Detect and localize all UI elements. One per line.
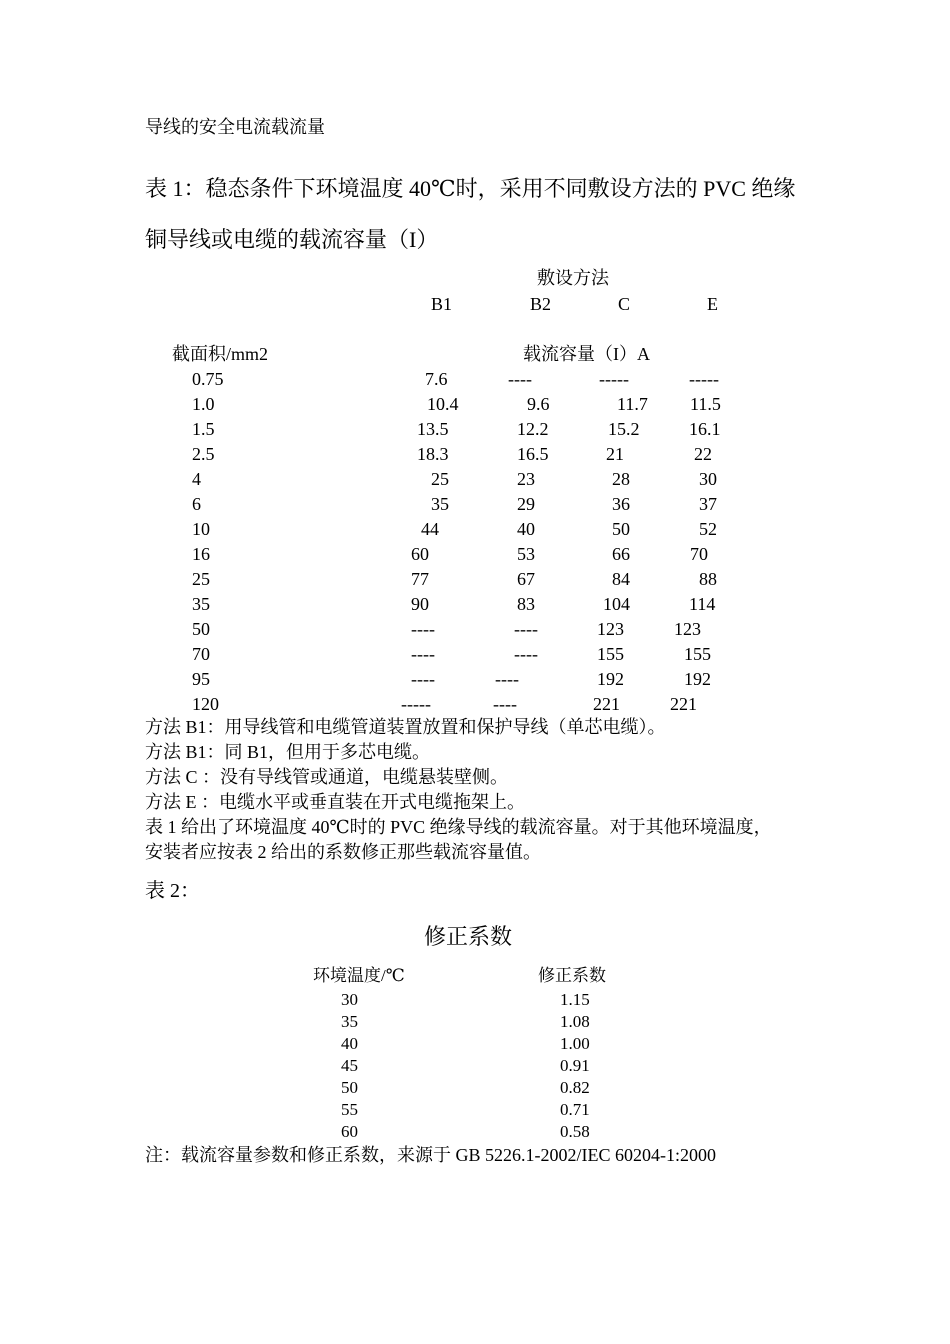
table-cell-c: 21 (606, 444, 624, 464)
table-cell-c: 123 (597, 619, 624, 639)
table-cell-e: ----- (689, 369, 719, 389)
capacity-header: 载流容量（I）A (523, 344, 650, 364)
table2-title: 修正系数 (424, 924, 513, 949)
method-col-b1: B1 (431, 294, 453, 314)
table2-cell-temp: 30 (341, 990, 358, 1009)
table-cell-c: 36 (612, 494, 630, 514)
table-cell-b1: 18.3 (417, 444, 449, 464)
table2-cell-factor: 0.71 (560, 1100, 590, 1119)
note-line: 方法 C ：没有导线管或通道，电缆悬装壁侧。 (145, 767, 509, 787)
table2-cell-factor: 0.82 (560, 1078, 590, 1097)
table-cell-area: 120 (192, 694, 219, 714)
table-cell-area: 4 (192, 469, 201, 489)
table-cell-e: 70 (690, 544, 708, 564)
table-cell-b1: 13.5 (417, 419, 449, 439)
method-col-c: C (618, 294, 631, 314)
note-line: 方法 E ：电缆水平或垂直装在开式电缆拖架上。 (145, 792, 525, 812)
table-cell-e: 114 (689, 594, 716, 614)
table-cell-b1: 7.6 (425, 369, 448, 389)
table-cell-area: 1.5 (192, 419, 215, 439)
table2-cell-temp: 50 (341, 1078, 358, 1097)
table-cell-b2: 83 (517, 594, 535, 614)
document-title: 导线的安全电流载流量 (145, 117, 325, 137)
table-cell-b2: 16.5 (517, 444, 549, 464)
table-cell-b2: ---- (514, 619, 538, 639)
table-cell-area: 6 (192, 494, 201, 514)
note-line: 方法 B1：同 B1，但用于多芯电缆。 (145, 742, 431, 762)
table-cell-e: 88 (699, 569, 717, 589)
table-cell-b2: ---- (508, 369, 532, 389)
table-cell-area: 16 (192, 544, 210, 564)
table-cell-b1: ---- (411, 644, 435, 664)
table-cell-b1: ----- (401, 694, 431, 714)
table-cell-b2: 12.2 (517, 419, 549, 439)
table2-cell-temp: 55 (341, 1100, 358, 1119)
table-cell-c: 11.7 (617, 394, 648, 414)
table-cell-area: 2.5 (192, 444, 215, 464)
table-cell-c: 66 (612, 544, 630, 564)
table-cell-c: 84 (612, 569, 630, 589)
table2-header-factor: 修正系数 (538, 966, 606, 985)
table-cell-b2: ---- (493, 694, 517, 714)
table2-cell-factor: 0.91 (560, 1056, 590, 1075)
table-cell-b2: 40 (517, 519, 535, 539)
table-cell-b2: 23 (517, 469, 535, 489)
table1-caption-line2: 铜导线或电缆的载流容量（I） (145, 227, 439, 252)
table-cell-c: 28 (612, 469, 630, 489)
table-cell-e: 123 (674, 619, 701, 639)
table-cell-b1: 35 (431, 494, 449, 514)
note-line: 方法 B1：用导线管和电缆管道装置放置和保护导线（单芯电缆）。 (145, 717, 666, 737)
table-cell-b1: 77 (411, 569, 429, 589)
table2-cell-temp: 40 (341, 1034, 358, 1053)
table-cell-e: 22 (694, 444, 712, 464)
table-cell-c: 15.2 (608, 419, 640, 439)
table-cell-e: 221 (670, 694, 697, 714)
source-footnote: 注：载流容量参数和修正系数，来源于 GB 5226.1-2002/IEC 60204-1:2000 (145, 1145, 716, 1165)
table-cell-c: 50 (612, 519, 630, 539)
table-cell-b1: 10.4 (427, 394, 459, 414)
table-cell-b2: 67 (517, 569, 535, 589)
table-cell-area: 10 (192, 519, 210, 539)
table-cell-b2: ---- (514, 644, 538, 664)
table-cell-area: 1.0 (192, 394, 215, 414)
table-cell-b2: 29 (517, 494, 535, 514)
table2-header-temp: 环境温度/℃ (313, 966, 405, 985)
table-cell-b2: 53 (517, 544, 535, 564)
table2-cell-factor: 1.15 (560, 990, 590, 1009)
table2-cell-factor: 0.58 (560, 1122, 590, 1141)
table-cell-b2: 9.6 (527, 394, 550, 414)
table-cell-b1: ---- (411, 619, 435, 639)
table2-cell-temp: 60 (341, 1122, 358, 1141)
table-cell-e: 37 (699, 494, 717, 514)
table-cell-c: 192 (597, 669, 624, 689)
table-cell-c: 155 (597, 644, 624, 664)
table2-cell-factor: 1.08 (560, 1012, 590, 1031)
note-line: 安装者应按表 2 给出的系数修正那些载流容量值。 (145, 842, 541, 862)
table-cell-e: 16.1 (689, 419, 721, 439)
table-cell-b1: 44 (421, 519, 439, 539)
note-line: 表 1 给出了环境温度 40℃时的 PVC 绝缘导线的载流容量。对于其他环境温度， (145, 817, 772, 837)
area-header: 截面积/mm2 (172, 344, 269, 364)
table-cell-area: 25 (192, 569, 210, 589)
table2-cell-factor: 1.00 (560, 1034, 590, 1053)
table2-cell-temp: 35 (341, 1012, 358, 1031)
table-cell-b1: ---- (411, 669, 435, 689)
table-cell-area: 50 (192, 619, 210, 639)
table-cell-area: 35 (192, 594, 210, 614)
table2-caption: 表 2： (145, 880, 200, 902)
method-col-e: E (707, 294, 718, 314)
table-cell-e: 11.5 (690, 394, 721, 414)
table-cell-area: 70 (192, 644, 210, 664)
table-cell-b1: 60 (411, 544, 429, 564)
table1-caption-line1: 表 1：稳态条件下环境温度 40℃时，采用不同敷设方法的 PVC 绝缘 (145, 176, 796, 201)
table-cell-b2: ---- (495, 669, 519, 689)
table-cell-c: 221 (593, 694, 620, 714)
table-cell-c: ----- (599, 369, 629, 389)
table-cell-area: 0.75 (192, 369, 224, 389)
table2-cell-temp: 45 (341, 1056, 358, 1075)
table-cell-e: 52 (699, 519, 717, 539)
table-cell-b1: 25 (431, 469, 449, 489)
table-cell-e: 30 (699, 469, 717, 489)
table-cell-e: 155 (684, 644, 711, 664)
method-header: 敷设方法 (537, 268, 609, 288)
table-cell-area: 95 (192, 669, 210, 689)
method-col-b2: B2 (530, 294, 552, 314)
table-cell-e: 192 (684, 669, 711, 689)
table-cell-b1: 90 (411, 594, 429, 614)
table-cell-c: 104 (603, 594, 630, 614)
